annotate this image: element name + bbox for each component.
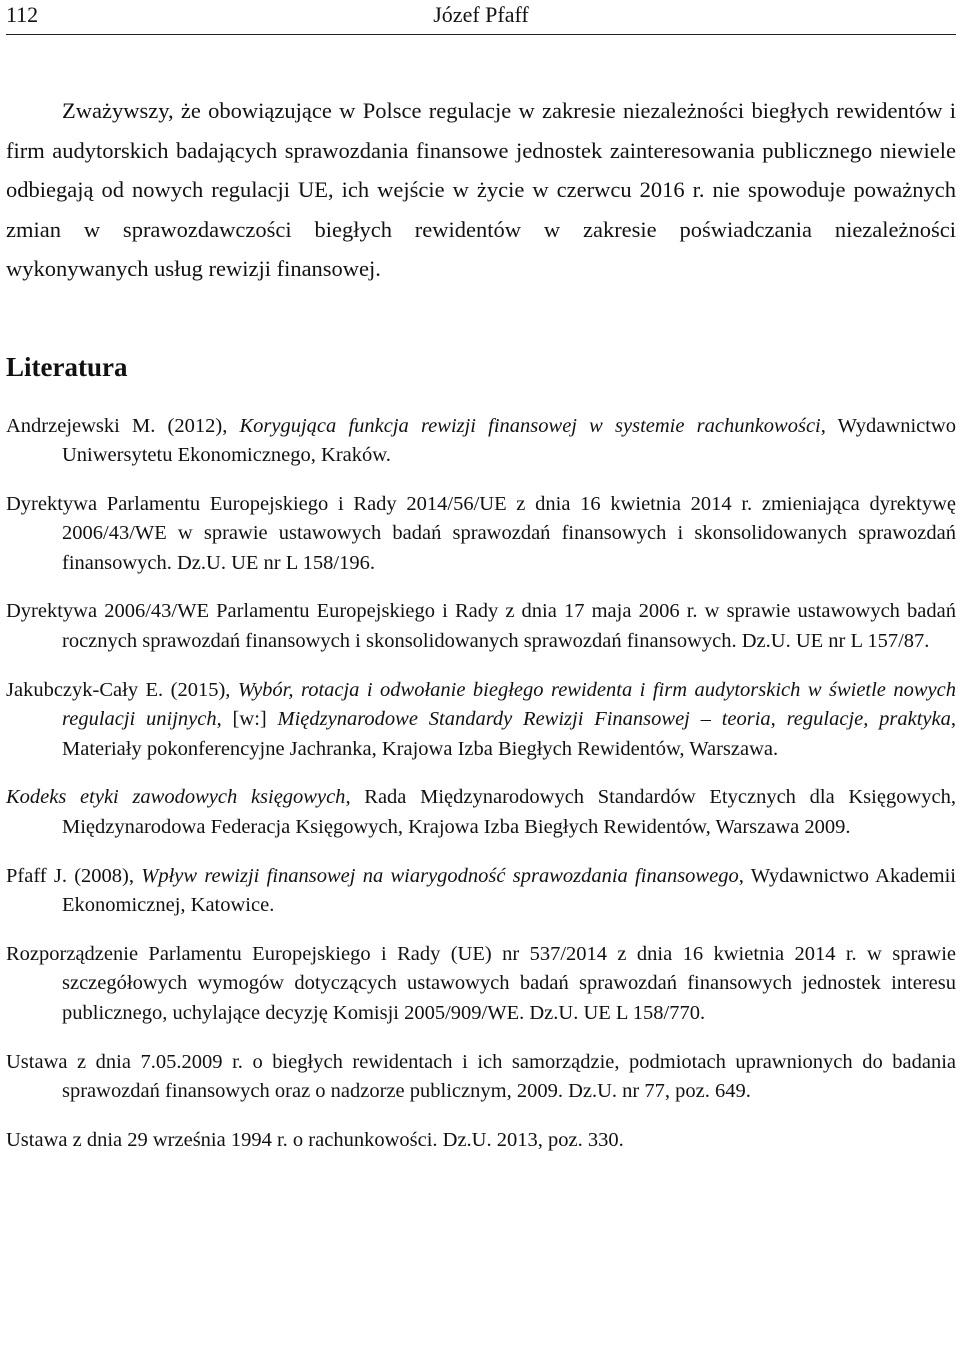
reference-title: Wpływ rewizji finansowej na wiarygodność sprawozdania finansowego (141, 864, 739, 887)
reference-item (6, 862, 956, 921)
reference-author-year: Andrzejewski M. (2012), (6, 414, 240, 437)
document-page (6, 0, 956, 1174)
reference-title: Kodeks etyki zawodowych księgowych (6, 786, 346, 809)
reference-list (6, 412, 956, 1156)
reference-publisher: , Wydawnictwo Akademii Ekonomicznej, Katowice. (62, 864, 956, 917)
reference-publisher: , Rada Międzynarodowych Standardów Etycznych dla Księgowych, Międzynarodowa Federacja Księgowych, Krajowa Izba Biegłych Rewidentów, Warszawa 2009. (62, 786, 956, 839)
reference-item: Ustawa z dnia 29 września 1994 r. o rachunkowości. Dz.U. 2013, poz. 330. (6, 1128, 624, 1151)
reference-author-year: Pfaff J. (2008), (6, 864, 142, 887)
section-heading: Literatura (6, 351, 128, 382)
body-paragraph: Zważywszy, że obowiązujące w Polsce regulacje w zakresie niezależności biegłych rewidentów i firm audytorskich badających sprawozdania finansowe jednostek zainteresowania publicznego niewiele odbiegają od nowych regulacji UE, ich wejście w życie w czerwcu 2016 r. nie spowoduje poważnych zmian w sprawozdawczości biegłych rewidentów w zakresie poświadczania niezależności wykonywanych usług rewizji finansowej. (6, 98, 956, 281)
reference-item (6, 676, 956, 765)
reference-item (6, 412, 956, 471)
reference-in: , [w:] (216, 708, 278, 731)
running-author: Józef Pfaff (433, 2, 529, 27)
reference-publisher: , Materiały pokonferencyjne Jachranka, Krajowa Izba Biegłych Rewidentów, Warszawa. (62, 708, 956, 760)
running-head (6, 0, 956, 35)
reference-item: Dyrektywa 2006/43/WE Parlamentu Europejskiego i Rady z dnia 17 maja 2006 r. w sprawie ustawowych badań rocznych sprawozdań finansowych i skonsolidowanych sprawozdań finansowych. Dz.U. UE nr L 157/87. (6, 600, 956, 653)
reference-book-title: Międzynarodowe Standardy Rewizji Finansowej – teoria, regulacje, praktyka (277, 708, 951, 731)
reference-title: Wybór, rotacja i odwołanie biegłego rewidenta i firm audytorskich w świetle nowych regulacji unijnych (62, 678, 956, 731)
reference-item: Dyrektywa Parlamentu Europejskiego i Rady 2014/56/UE z dnia 16 kwietnia 2014 r. zmieniająca dyrektywę 2006/43/WE w sprawie ustawowych badań sprawozdań finansowych i skonsolidowanych sprawozdań finansowych. Dz.U. UE nr L 158/196. (6, 492, 956, 574)
reference-publisher: , Wydawnictwo Uniwersytetu Ekonomicznego, Kraków. (62, 414, 956, 467)
reference-title: Korygująca funkcja rewizji finansowej w systemie rachunkowości (239, 414, 821, 437)
page-number: 112 (6, 2, 39, 27)
reference-item: Rozporządzenie Parlamentu Europejskiego i Rady (UE) nr 537/2014 z dnia 16 kwietnia 2014 r. w sprawie szczegółowych wymogów dotyczących ustawowych badań sprawozdań finansowych jednostek interesu publicznego, uchylające decyzję Komisji 2005/909/WE. Dz.U. UE L 158/770. (6, 942, 956, 1024)
reference-author-year: Jakubczyk-Cały E. (2015), (6, 678, 238, 701)
reference-item (6, 783, 956, 842)
reference-item: Ustawa z dnia 7.05.2009 r. o biegłych rewidentach i ich samorządzie, podmiotach uprawnionych do badania sprawozdań finansowych oraz o nadzorze publicznym, 2009. Dz.U. nr 77, poz. 649. (6, 1050, 956, 1103)
